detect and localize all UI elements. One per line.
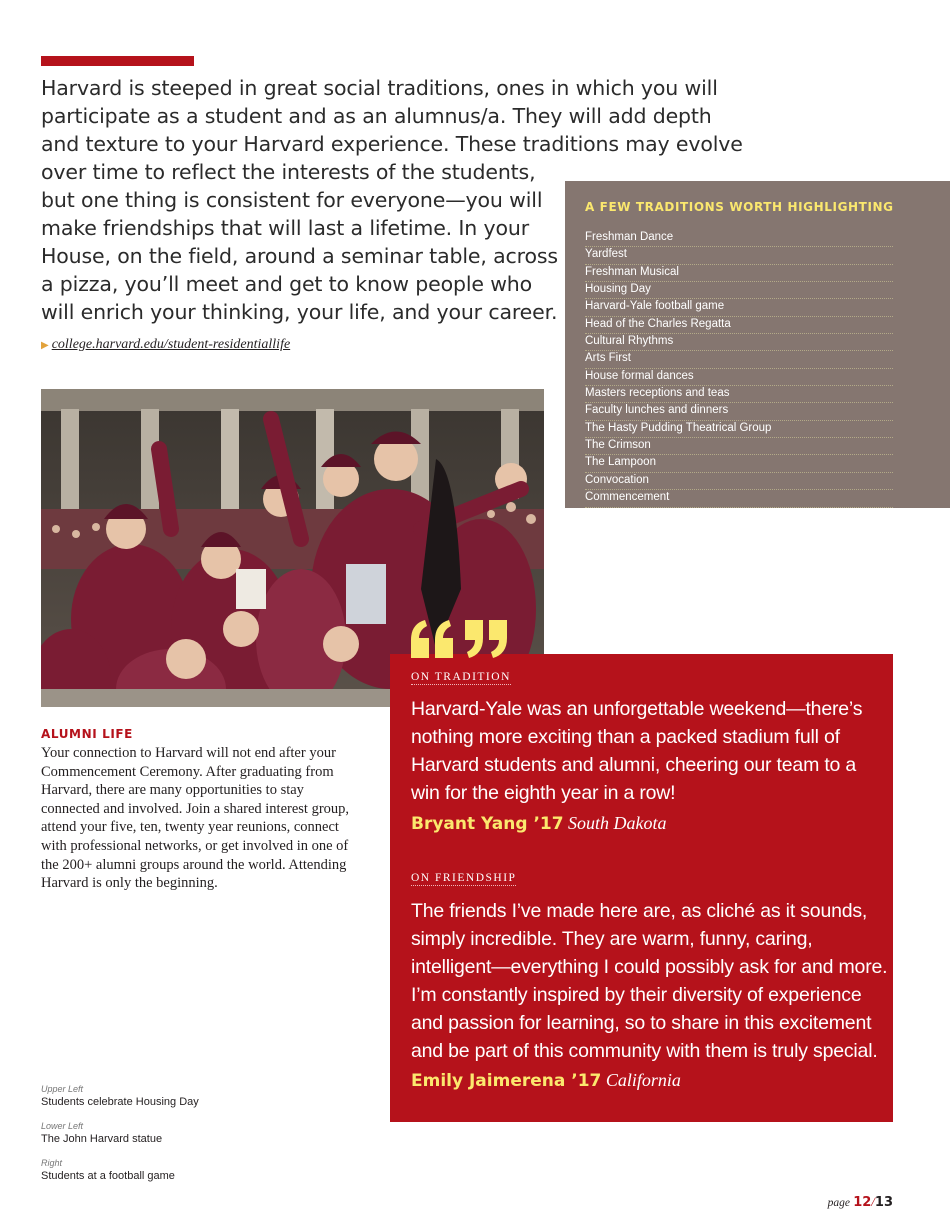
list-item: Yardfest — [585, 247, 893, 264]
page-current: 12 — [853, 1195, 872, 1210]
list-item: Arts First — [585, 351, 893, 368]
quote-author-tradition — [411, 813, 667, 834]
quote-label-friendship: ON FRIENDSHIP — [411, 872, 517, 884]
quote-line: win for the eighth year in a row! — [411, 782, 676, 804]
quote-line: intelligent—everything I could possibly ask for and more. — [411, 956, 888, 978]
caption-text: Students at a football game — [41, 1170, 175, 1182]
page-separator: / — [871, 1194, 875, 1209]
quote-line: The friends I’ve made here are, as cliché as it sounds, — [411, 900, 868, 922]
quote-line: simply incredible. They are warm, funny, caring, — [411, 928, 813, 950]
traditions-panel — [565, 181, 950, 508]
alumni-line: Harvard, there are many opportunities to stay — [41, 782, 304, 799]
list-item: Faculty lunches and dinners — [585, 403, 893, 420]
alumni-line: with professional networks, or get involved in one of — [41, 837, 349, 854]
list-item: Housing Day — [585, 282, 893, 299]
page-next: 13 — [874, 1195, 893, 1210]
quote-label-tradition: ON TRADITION — [411, 671, 511, 683]
quote-line: I’m constantly inspired by their diversity of experience — [411, 984, 862, 1006]
traditions-heading: A FEW TRADITIONS WORTH HIGHLIGHTING — [585, 200, 894, 214]
intro-line: over time to reflect the interests of the students, — [41, 160, 536, 184]
caption-upper-left — [41, 1083, 341, 1109]
caption-position: Lower Left — [41, 1121, 84, 1131]
alumni-line: Commencement Ceremony. After graduating from — [41, 763, 334, 780]
traditions-list — [585, 230, 893, 508]
page-number — [828, 1194, 893, 1210]
quote-line: and passion for learning, so to share in this excitement — [411, 1012, 872, 1034]
list-item: The Hasty Pudding Theatrical Group — [585, 421, 893, 438]
list-item: Head of the Charles Regatta — [585, 317, 893, 334]
intro-line: House, on the field, around a seminar table, across — [41, 244, 558, 268]
quote-line: Harvard students and alumni, cheering our team to a — [411, 754, 857, 776]
quote-line: nothing more exciting than a packed stadium full of — [411, 726, 840, 748]
list-item: Freshman Dance — [585, 230, 893, 247]
residential-life-link[interactable]: college.harvard.edu/student-residentiallife — [51, 337, 291, 352]
intro-line: Harvard is steeped in great social traditions, ones in which you will — [41, 76, 718, 100]
caption-position: Upper Left — [41, 1084, 84, 1094]
list-item: Harvard-Yale football game — [585, 299, 893, 316]
list-item: Freshman Musical — [585, 265, 893, 282]
intro-line: and texture to your Harvard experience. These traditions may evolve — [41, 132, 743, 156]
list-item: House formal dances — [585, 369, 893, 386]
list-item: Convocation — [585, 473, 893, 490]
quote-author-friendship — [411, 1070, 681, 1091]
intro-line: make friendships that will last a lifetime. In your — [41, 216, 529, 240]
alumni-paragraph — [41, 744, 376, 893]
list-item: Masters receptions and teas — [585, 386, 893, 403]
quote-line: and be part of this community with them is truly special. — [411, 1040, 878, 1062]
author-hometown: California — [605, 1070, 681, 1090]
triangle-right-icon: ▶ — [41, 340, 49, 351]
alumni-line: connected and involved. Join a shared interest group, — [41, 800, 350, 817]
student-quotes-panel — [390, 654, 893, 1122]
quote-text-tradition — [411, 695, 886, 807]
list-item: Commencement — [585, 490, 893, 507]
alumni-line: the 200+ alumni groups around the world. Attending — [41, 856, 347, 873]
author-name: Emily Jaimerena ’17 — [411, 1071, 602, 1091]
intro-line: participate as a student and as an alumnus/a. They will add depth — [41, 104, 712, 128]
list-item: Cultural Rhythms — [585, 334, 893, 351]
quote-line: Harvard-Yale was an unforgettable weekend—there’s — [411, 698, 863, 720]
intro-line: will enrich your thinking, your life, and your career. — [41, 300, 558, 324]
author-hometown: South Dakota — [568, 813, 667, 833]
caption-text: The John Harvard statue — [41, 1133, 163, 1145]
residential-life-link-row — [41, 337, 290, 353]
alumni-line: Harvard is only the beginning. — [41, 875, 218, 892]
alumni-line: Your connection to Harvard will not end after your — [41, 745, 336, 761]
alumni-heading: ALUMNI LIFE — [41, 727, 133, 741]
alumni-line: attend your five, ten, twenty year reunions, connect — [41, 819, 339, 836]
caption-text: Students celebrate Housing Day — [41, 1096, 199, 1108]
accent-bar — [41, 56, 194, 66]
photo-captions — [41, 1083, 341, 1194]
intro-line: a pizza, you’ll meet and get to know people who — [41, 272, 533, 296]
author-name: Bryant Yang ’17 — [411, 814, 564, 834]
list-item: The Crimson — [585, 438, 893, 455]
quotation-mark-icon — [409, 618, 509, 658]
caption-right — [41, 1157, 341, 1183]
quote-text-friendship — [411, 897, 886, 1065]
list-item: The Lampoon — [585, 455, 893, 472]
page-word: page — [827, 1197, 850, 1209]
caption-position: Right — [41, 1158, 63, 1168]
caption-lower-left — [41, 1120, 341, 1146]
intro-line: but one thing is consistent for everyone—you will — [41, 188, 543, 212]
